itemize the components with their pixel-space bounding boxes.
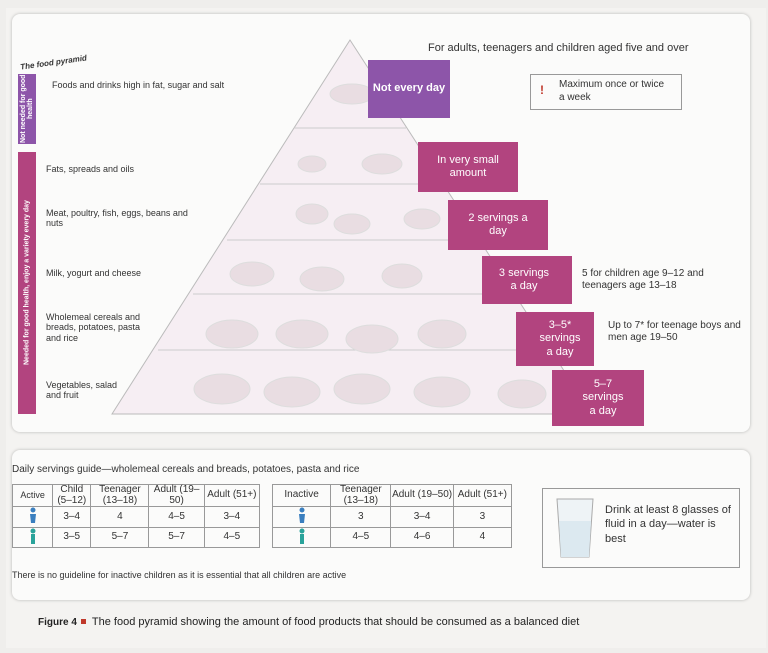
serving-box-vegetables: 5–7 servings a day <box>552 370 644 426</box>
tier-food-label: Foods and drinks high in fat, sugar and salt <box>52 80 225 90</box>
table-header: Teenager (13–18) <box>91 485 149 507</box>
serving-box-milk: 3 servings a day <box>482 256 572 304</box>
table-header: Adult (19–50) <box>149 485 204 507</box>
tier-note: Up to 7* for teenage boys and men age 19–50 <box>608 320 741 343</box>
table-cell: 3–4 <box>391 507 453 528</box>
active-header: Active <box>13 485 53 507</box>
pyramid-title: The food pyramid <box>19 53 88 72</box>
figure-label: Figure 4 <box>38 617 77 628</box>
table-cell: 5–7 <box>91 527 149 548</box>
table-cell: 4–5 <box>149 507 204 528</box>
active-table <box>12 484 260 548</box>
tier-food-label: Meat, poultry, fish, eggs, beans and nuts <box>46 208 188 229</box>
key-box <box>530 74 682 110</box>
warning-icon: ! <box>540 83 544 97</box>
table-cell: 3–5 <box>53 527 91 548</box>
inactive-header: Inactive <box>273 485 331 507</box>
female-icon <box>273 507 331 528</box>
side-band-needed: Needed for good health, enjoy a variety every day <box>18 152 36 414</box>
table-header: Child (5–12) <box>53 485 91 507</box>
table-cell: 4 <box>91 507 149 528</box>
male-icon <box>273 527 331 548</box>
table-header: Adult (51+) <box>453 485 511 507</box>
pyramid-subtitle: For adults, teenagers and children aged five and over <box>428 42 689 54</box>
table-cell: 3–4 <box>204 507 259 528</box>
male-icon <box>13 527 53 548</box>
tier-food-label: Milk, yogurt and cheese <box>46 268 142 278</box>
inactive-table <box>272 484 512 548</box>
tier-food-label: Wholemeal cereals and breads, potatoes, pasta and rice <box>46 312 141 343</box>
tier-food-label: Vegetables, salad and fruit <box>46 380 118 401</box>
table-cell: 4–5 <box>331 527 391 548</box>
caption-square-icon <box>81 619 86 624</box>
figure-caption <box>38 616 579 628</box>
tier-food-label: Fats, spreads and oils <box>46 164 135 174</box>
side-band-not-needed: Not needed for good health <box>20 74 34 144</box>
table-header: Adult (51+) <box>204 485 259 507</box>
guide-footnote: There is no guideline for inactive children as it is essential that all children are active <box>12 570 347 580</box>
key-text: Maximum once or twice a week <box>559 79 665 103</box>
table-cell: 4 <box>453 527 511 548</box>
table-header: Teenager (13–18) <box>331 485 391 507</box>
table-cell: 4–6 <box>391 527 453 548</box>
table-cell: 3–4 <box>53 507 91 528</box>
guide-title: Daily servings guide—wholemeal cereals and breads, potatoes, pasta and rice <box>12 464 360 475</box>
drink-text: Drink at least 8 glasses of fluid in a day—water is best <box>605 504 731 545</box>
figure-caption-text: The food pyramid showing the amount of food products that should be consumed as a balanced diet <box>91 616 580 628</box>
female-icon <box>13 507 53 528</box>
servings-guide-panel <box>12 450 750 600</box>
water-glass-icon <box>553 495 597 561</box>
table-cell: 4–5 <box>204 527 259 548</box>
tier-note: 5 for children age 9–12 and teenagers age 13–18 <box>582 268 704 291</box>
food-pyramid-panel <box>12 14 750 432</box>
table-cell: 3 <box>453 507 511 528</box>
table-header: Adult (19–50) <box>391 485 453 507</box>
serving-box-not-every-day: Not every day <box>368 60 450 118</box>
drink-box <box>542 488 740 568</box>
serving-box-cereals: 3–5* servings a day <box>516 312 594 366</box>
table-cell: 3 <box>331 507 391 528</box>
table-cell: 5–7 <box>149 527 204 548</box>
serving-box-very-small-amount: In very small amount <box>418 142 518 192</box>
serving-box-meat: 2 servings a day <box>448 200 548 250</box>
